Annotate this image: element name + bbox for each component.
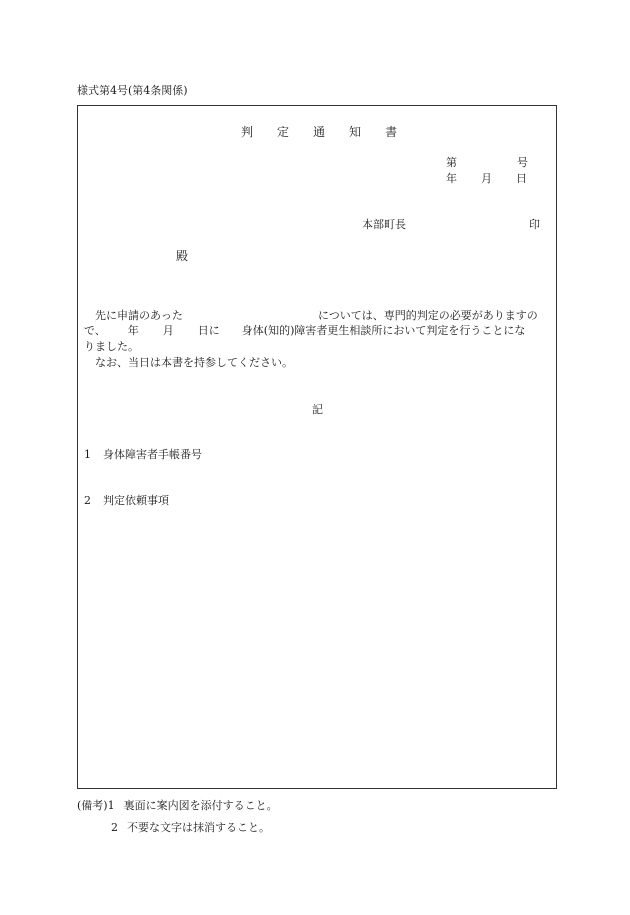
body-line-1a: 先に申請のあった	[95, 309, 183, 322]
issuer-name: 本部町長	[362, 218, 406, 231]
note-text: 裏面に案内図を添付すること。	[123, 799, 278, 812]
notes-line-1	[77, 800, 278, 811]
note-text: 不要な文字は抹消すること。	[127, 821, 270, 834]
title-char: 通	[313, 125, 327, 139]
document-number	[446, 157, 528, 168]
date-month: 月	[481, 172, 492, 185]
doc-number-suffix: 号	[517, 156, 528, 169]
addressee-honorific: 殿	[176, 249, 189, 263]
title-char: 定	[277, 125, 291, 139]
body-line-2	[84, 325, 525, 336]
date-year: 年	[446, 172, 457, 185]
issue-date	[446, 173, 527, 184]
body-line-2-day: 日に	[197, 324, 220, 337]
list-item	[84, 495, 169, 506]
body-line-4: なお、当日は本書を持参してください。	[95, 356, 293, 369]
item-label: 身体障害者手帳番号	[103, 448, 202, 461]
body-line-3: りました。	[84, 340, 139, 353]
list-item	[84, 449, 202, 460]
item-number: 1	[84, 448, 91, 461]
title-char: 知	[349, 125, 363, 139]
date-day: 日	[516, 172, 527, 185]
notes-prefix: (備考)	[77, 799, 108, 812]
body-line-2a: で、	[84, 324, 106, 337]
document-title	[241, 126, 398, 138]
document-frame	[77, 105, 557, 789]
seal-mark: 印	[529, 218, 540, 231]
body-line-1b: については、専門的判定の必要がありますの	[318, 309, 538, 322]
note-number: 1	[107, 799, 115, 812]
title-char: 判	[241, 125, 255, 139]
body-line-2-year: 年	[127, 324, 139, 337]
item-label: 判定依頼事項	[103, 494, 169, 507]
note-number: 2	[111, 821, 118, 834]
body-line-2b: 身体(知的)障害者更生相談所において判定を行うことにな	[241, 324, 526, 337]
body-line-2-month: 月	[162, 324, 174, 337]
doc-number-prefix: 第	[446, 156, 457, 169]
title-char: 書	[385, 125, 399, 139]
notes-line-2	[111, 822, 270, 833]
ki-heading: 記	[312, 403, 323, 416]
item-number: 2	[84, 494, 91, 507]
form-label: 様式第4号(第4条関係)	[77, 84, 188, 97]
